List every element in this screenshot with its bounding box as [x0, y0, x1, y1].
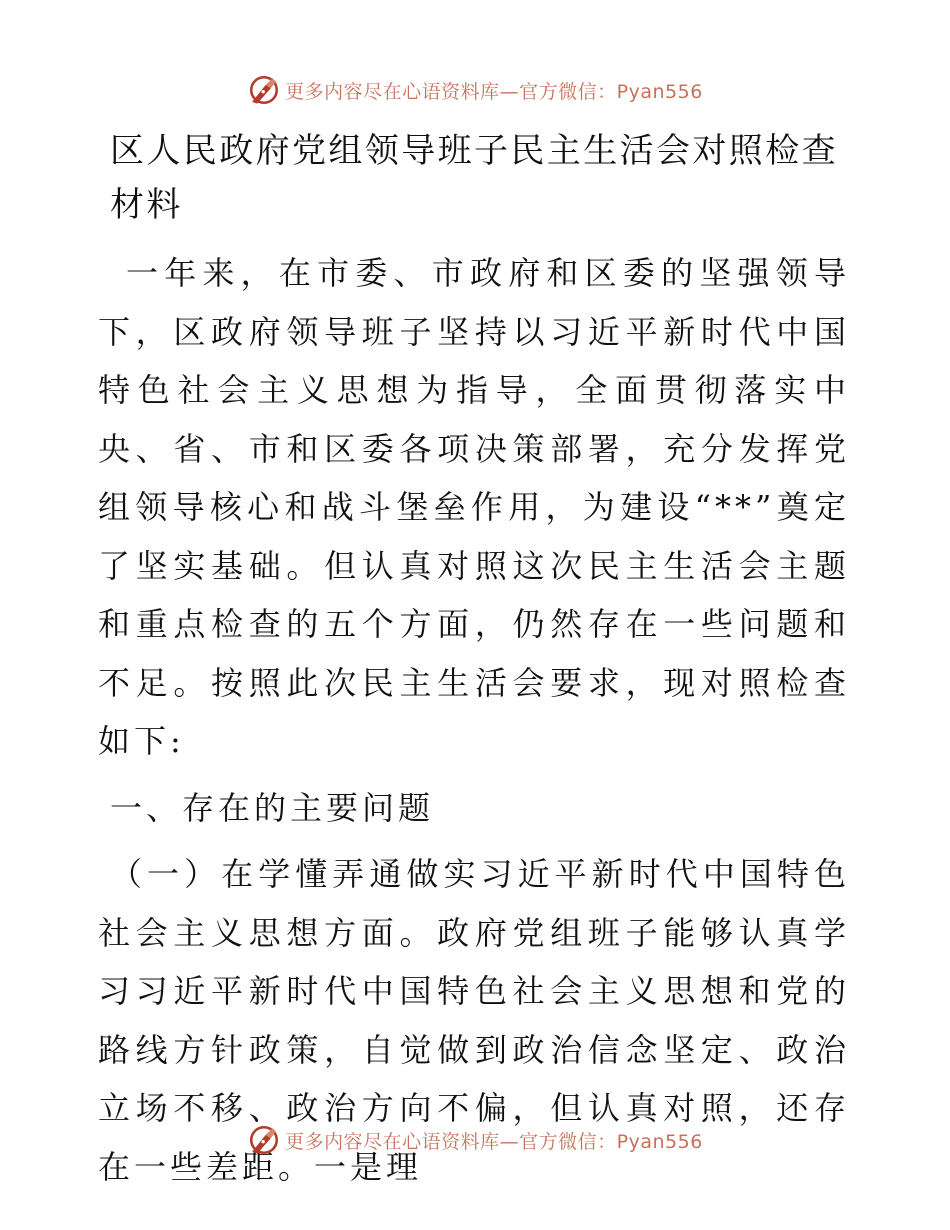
watermark-banner-bottom [0, 1118, 950, 1162]
watermark-text: 更多内容尽在心语资料库—官方微信：Pyan556 [285, 80, 703, 103]
pen-nib-logo-icon [247, 1123, 281, 1157]
document-title: 区人民政府党组领导班子民主生活会对照检查材料 [110, 131, 838, 225]
intro-paragraph: 一年来，在市委、市政府和区委的坚强领导下，区政府领导班子坚持以习近平新时代中国特色社会主义思想为指导，全面贯彻落实中央、省、市和区委各项决策部署，充分发挥党组领导核心和战斗堡垒作用，为建设“**”奠定了坚实基础。但认真对照这次民主生活会主题和重点检查的五个方面，仍然存在一些问题和不足。按照此次民主生活会要求，现对照检查如下: [98, 254, 850, 760]
document-body [98, 124, 850, 1196]
watermark-banner-top [0, 68, 950, 112]
watermark-text: 更多内容尽在心语资料库—官方微信：Pyan556 [285, 1130, 703, 1153]
subsection-paragraph: （一）在学懂弄通做实习近平新时代中国特色社会主义思想方面。政府党组班子能够认真学习习近平新时代中国特色社会主义思想和党的路线方针政策，自觉做到政治信念坚定、政治立场不移、政治方向不偏，但认真对照，还存在一些差距。一是理 [98, 855, 850, 1186]
section-heading: 一、存在的主要问题 [110, 788, 435, 827]
pen-nib-logo-icon [247, 73, 281, 107]
